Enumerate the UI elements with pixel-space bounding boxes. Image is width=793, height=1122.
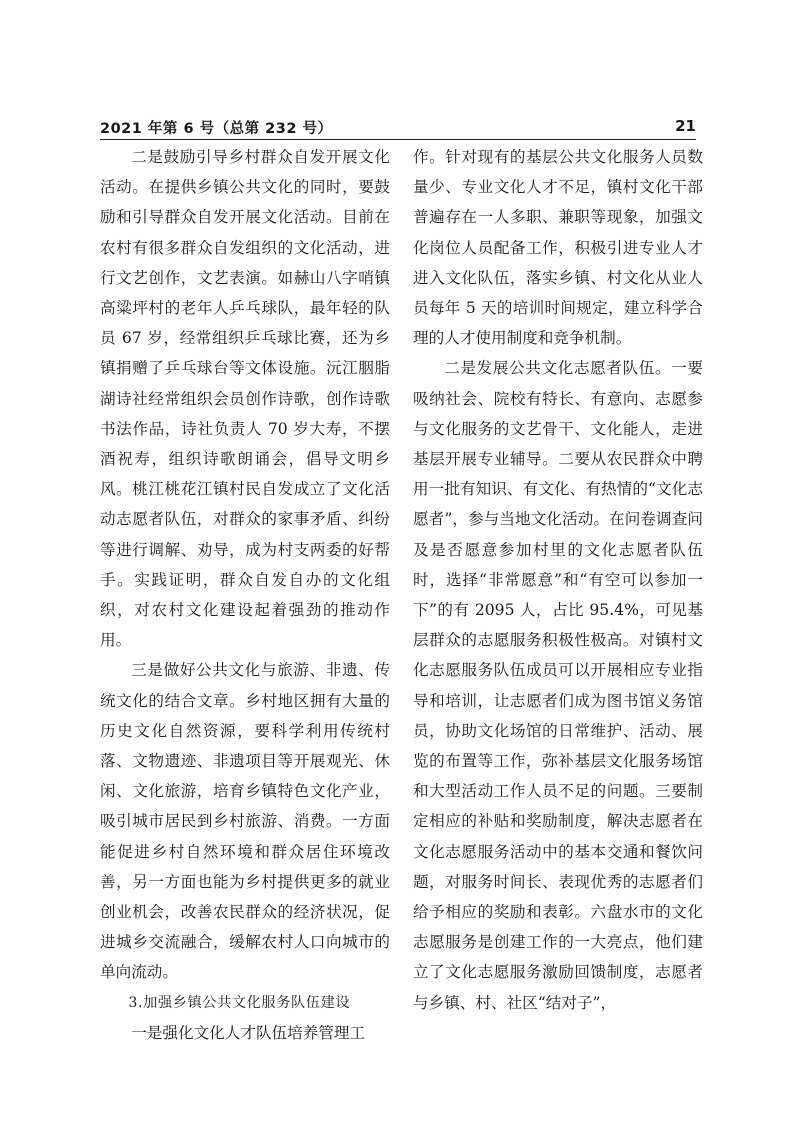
running-header: [100, 117, 696, 140]
paragraph: 二是发展公共文化志愿者队伍。一要吸纳社会、院校有特长、有意向、志愿参与文化服务的文艺骨干、文化能人，走进基层开展专业辅导。二要从农民群众中聘用一批有知识、有文化、有热情的“文化志愿者”，参与当地文化活动。在问卷调查问及是否愿意参加村里的文化志愿者队伍时，选择“非常愿意”和“有空可以参加一下”的有 2095 人，占比 95.4%，可见基层群众的志愿服务积极性极高。对镇村文化志愿服务队伍成员可以开展相应专业指导和培训，让志愿者们成为图书馆义务馆员，协助文化场馆的日常维护、活动、展览的布置等工作，弥补基层文化服务场馆和大型活动工作人员不足的问题。三要制定相应的补贴和奖励制度，解决志愿者在文化志愿服务活动中的基本交通和餐饮问题，对服务时间长、表现优秀的志愿者们给予相应的奖励和表彰。六盘水市的文化志愿服务是创建工作的一大亮点，他们建立了文化志愿服务激励回馈制度，志愿者与乡镇、村、社区“结对子”，: [413, 359, 703, 1012]
left-column: [100, 142, 390, 1048]
paragraph: 作。针对现有的基层公共文化服务人员数量少、专业文化人才不足，镇村文化干部普遍存在一人多职、兼职等现象，加强文化岗位人员配备工作，积极引进专业人才进入文化队伍，落实乡镇、村文化从业人员每年 5 天的培训时间规定，建立科学合理的人才使用制度和竞争机制。: [413, 148, 703, 348]
section-subheading: 3.加强乡镇公共文化服务队伍建设: [128, 994, 351, 1011]
journal-issue: 2021 年第 6 号（总第 232 号）: [100, 121, 333, 137]
paragraph: 三是做好公共文化与旅游、非遗、传统文化的结合文章。乡村地区拥有大量的历史文化自然资源，要科学利用传统村落、文物遗迹、非遗项目等开展观光、休闲、文化旅游，培育乡镇特色文化产业，吸引城市居民到乡村旅游、消费。一方面能促进乡村自然环境和群众居住环境改善，另一方面也能为乡村提供更多的就业创业机会，改善农民群众的经济状况，促进城乡交流融合，缓解农村人口向城市的单向流动。: [100, 661, 390, 982]
page-number: 21: [675, 117, 696, 135]
paragraph: 一是强化文化人才队伍培养管理工: [131, 1023, 366, 1042]
right-column: [413, 142, 703, 1018]
paragraph: 二是鼓励引导乡村群众自发开展文化活动。在提供乡镇公共文化的同时，要鼓励和引导群众自发开展文化活动。目前在农村有很多群众自发组织的文化活动，进行文艺创作，文艺表演。如赫山八字哨镇高粱坪村的老年人乒乓球队，最年轻的队员 67 岁，经常组织乒乓球比赛，还为乡镇捐赠了乒乓球台等文体设施。沅江胭脂湖诗社经常组织会员创作诗歌，创作诗歌书法作品，诗社负责人 70 岁大寿，不摆酒祝寿，组织诗歌朗诵会，倡导文明乡风。桃江桃花江镇村民自发成立了文化活动志愿者队伍，对群众的家事矛盾、纠纷等进行调解、劝导，成为村支两委的好帮手。实践证明，群众自发自办的文化组织，对农村文化建设起着强劲的推动作用。: [100, 148, 390, 650]
